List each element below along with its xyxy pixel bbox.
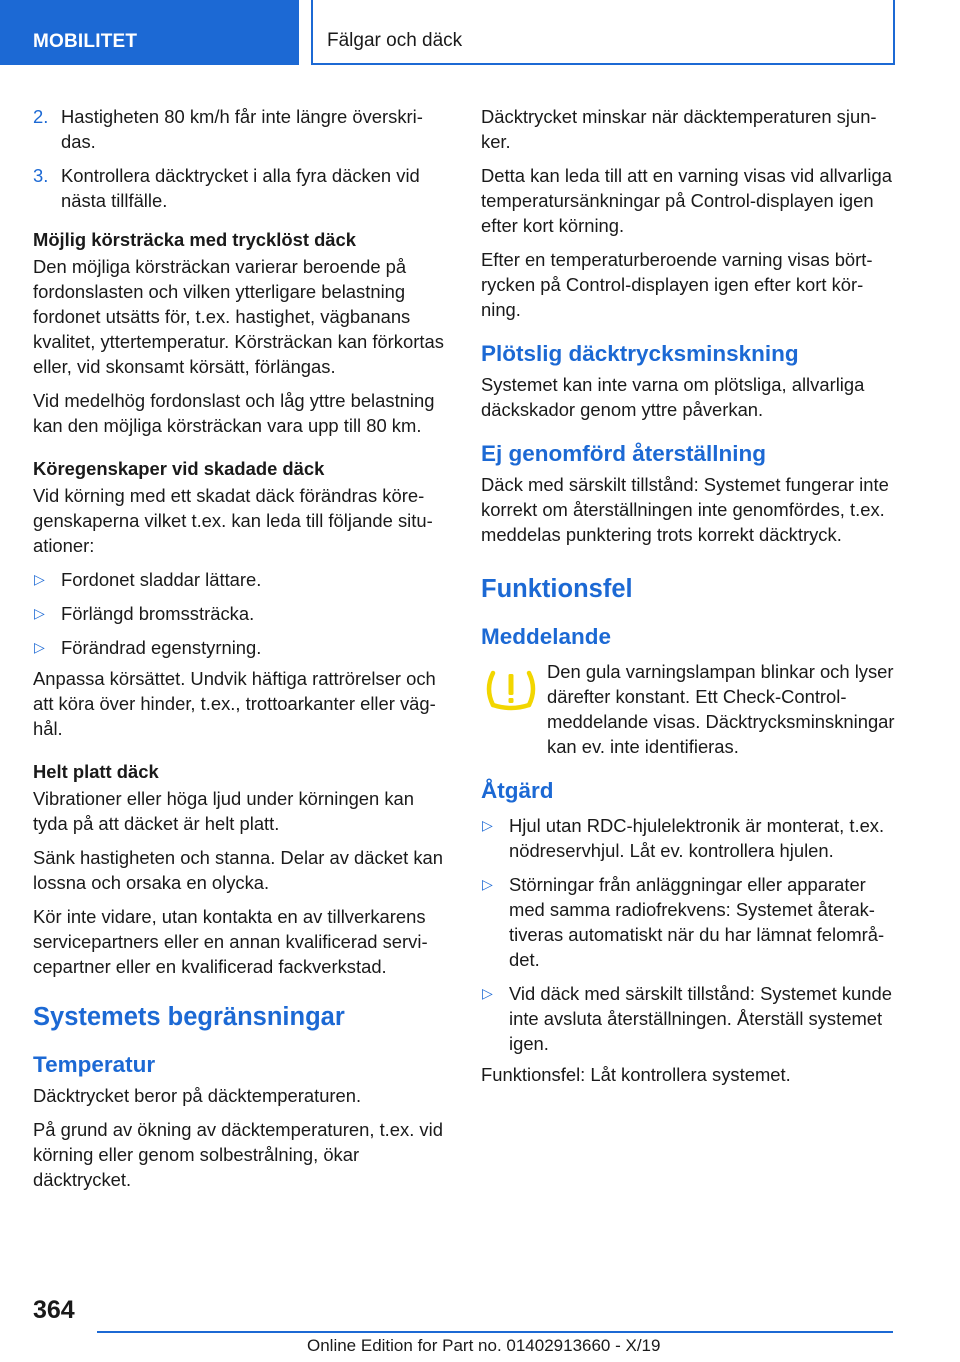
warning-message-block [481,659,897,759]
tire-pressure-warning-icon [481,665,541,715]
triangle-bullet-icon: ▷ [34,571,45,587]
paragraph: Vibrationer eller höga ljud under körningen kan tyda på att däcket är helt platt. [33,788,415,834]
paragraph: Systemet kan inte varna om plötsliga, allvarliga däckskador genom yttre påverkan. [481,374,865,420]
list-item [33,601,449,626]
chapter-title: Fälgar och däck [311,0,895,65]
item-number: 2. [33,106,49,127]
paragraph: Detta kan leda till att en varning visas vid allvarliga temperatursänkningar på Control-displayen igen efter kort körning. [481,165,892,236]
list-item [33,567,449,592]
heading-message: Meddelande [481,624,612,649]
list-item [481,813,897,863]
triangle-bullet-icon: ▷ [34,605,45,621]
subheading-range: Möjlig körsträcka med trycklöst däck [33,229,356,250]
item-text: Förlängd bromssträcka. [61,603,255,624]
paragraph: Anpassa körsättet. Undvik häftiga rattrörelser och att köra över hinder, t.ex., trottoarkanter eller väghål. [33,668,436,739]
item-text: Hjul utan RDC-hjulelektronik är monterat, t.ex. nödreservhjul. Låt ev. kontrollera hjulen. [509,815,885,861]
item-text: Hastigheten 80 km/h får inte längre överskridas. [61,106,423,152]
item-text: Fordonet sladdar lättare. [61,569,262,590]
triangle-bullet-icon: ▷ [482,985,493,1001]
item-text: Förändrad egenstyrning. [61,637,262,658]
heading-temperature: Temperatur [33,1052,156,1077]
paragraph: Sänk hastigheten och stanna. Delar av däcket kan lossna och orsaka en olycka. [33,847,443,893]
paragraph: Efter en temperaturberoende varning visas börtrycken på Control-displayen igen efter kort körning. [481,249,873,320]
heading-system-limits: Systemets begränsningar [33,1003,345,1031]
paragraph: På grund av ökning av däcktemperaturen, t.ex. vid körning eller genom solbestrålning, ökar däcktrycket. [33,1119,443,1190]
heading-action: Åtgärd [481,778,554,803]
page-number: 364 [33,1296,75,1324]
heading-reset-not-done: Ej genomförd återställning [481,441,767,466]
numbered-item [33,163,449,213]
heading-sudden-loss: Plötslig däcktrycksminskning [481,341,799,366]
paragraph: Vid körning med ett skadat däck förändras köregenskaperna vilket t.ex. kan leda till följande situationer: [33,485,433,556]
heading-malfunction: Funktionsfel [481,575,633,603]
list-item [481,872,897,972]
footer-divider [97,1331,893,1333]
right-column [481,104,897,1096]
item-text: Kontrollera däcktrycket i alla fyra däcken vid nästa tillfälle. [61,165,420,211]
paragraph: Däcktrycket minskar när däcktemperaturen sjunker. [481,106,877,152]
triangle-bullet-icon: ▷ [482,876,493,892]
paragraph: Däck med särskilt tillstånd: Systemet fungerar inte korrekt om återställningen inte genomfördes, t.ex. meddelas punktering trots korrekt däcktryck. [481,474,889,545]
paragraph: Den möjliga körsträckan varierar beroende på fordonslasten och vilken ytterligare belastning fordonet utsätts för, t.ex. hastighet, vägbanans kvalitet, yttertemperatur. Körsträckan kan förkortas eller, vid skonsamt körsätt, förlängas. [33,256,444,377]
paragraph: Kör inte vidare, utan kontakta en av tillverkarens servicepartners eller en annan kvalificerad servicepartner eller en kvalificerad fackverkstad. [33,906,428,977]
subheading-flat-tire: Helt platt däck [33,761,159,782]
triangle-bullet-icon: ▷ [34,639,45,655]
item-number: 3. [33,165,49,186]
warning-text: Den gula varningslampan blinkar och lyser därefter konstant. Ett Check-Control-meddelande visas. Däcktrycksminskningar kan ev. inte identifieras. [547,661,895,757]
section-tab: MOBILITET [0,0,299,65]
paragraph: Vid medelhög fordonslast och låg yttre belastning kan den möjliga körsträckan vara upp till 80 km. [33,390,435,436]
left-column [33,104,449,1201]
triangle-bullet-icon: ▷ [482,817,493,833]
edition-note: Online Edition for Part no. 01402913660 - X/19 [307,1336,661,1355]
paragraph: Däcktrycket beror på däcktemperaturen. [33,1085,362,1106]
list-item [33,635,449,660]
subheading-handling: Köregenskaper vid skadade däck [33,458,325,479]
numbered-item [33,104,449,154]
item-text: Vid däck med särskilt tillstånd: Systemet kunde inte avsluta återställningen. Återställ systemet igen. [509,983,892,1054]
item-text: Störningar från anläggningar eller apparater med samma radiofrekvens: Systemet återaktiveras automatiskt när du har lämnat felområdet. [509,874,885,970]
list-item [481,981,897,1056]
paragraph: Funktionsfel: Låt kontrollera systemet. [481,1064,791,1085]
